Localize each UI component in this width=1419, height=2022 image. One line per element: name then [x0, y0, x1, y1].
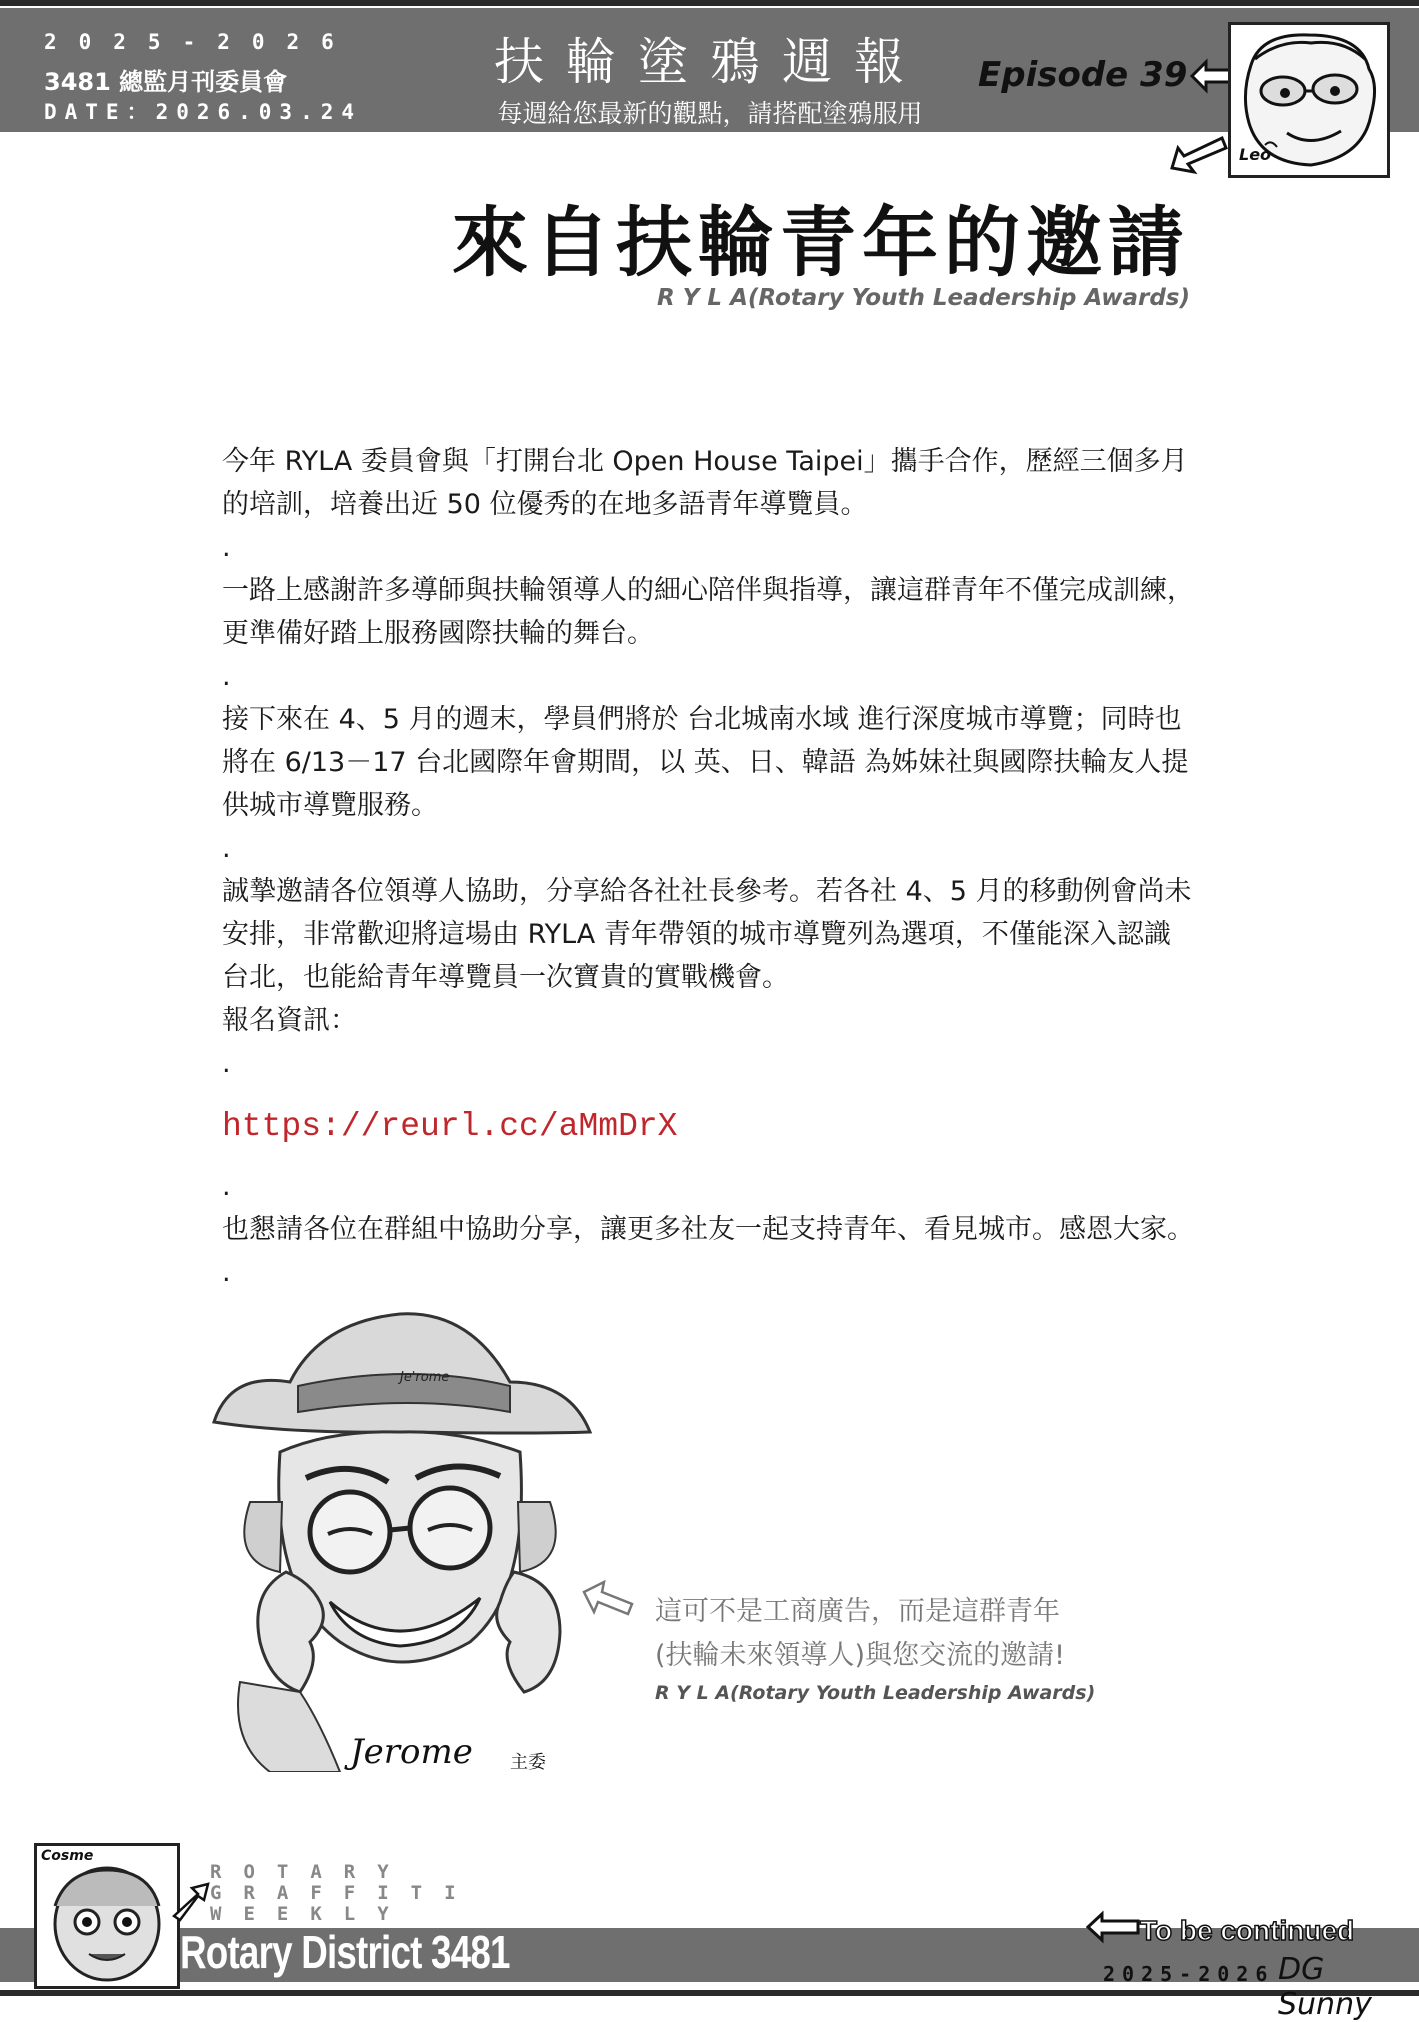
footer-years: 2025-2026: [1103, 1962, 1275, 1986]
rgw-line-2: GRAFFITI: [210, 1882, 478, 1904]
caption-subtitle: R Y L A(Rotary Youth Leadership Awards): [655, 1682, 1096, 1704]
dot-separator: .: [222, 532, 231, 563]
dot-separator: .: [222, 1048, 231, 1079]
paragraph: 誠摯邀請各位領導人協助，分享給各社社長參考。若各社 4、5 月的移動例會尚未安排，非常歡迎將這場由 RYLA 青年帶領的城市導覽列為選項，不僅能深入認識台北，也能給青年導覽員一次寶貴的實戰機會。: [222, 876, 1192, 993]
portrait-signature: Leo: [1239, 145, 1272, 164]
article-title: 來自扶輪青年的邀請: [452, 198, 1190, 287]
dot-separator: .: [222, 661, 231, 692]
header-date: DATE：2026.03.24: [44, 100, 363, 124]
arrow-up-right-icon: [168, 1880, 212, 1924]
header-years: 2025-2026: [44, 30, 356, 54]
hat-text: Je'rome: [400, 1370, 450, 1385]
caricature-face-icon: [37, 1846, 177, 1986]
jerome-caricature: [210, 1262, 615, 1772]
paragraph: 今年 RYLA 委員會與「打開台北 Open House Taipei」攜手合作，歷經三個多月的培訓，培養出近 50 位優秀的在地多語青年導覽員。: [222, 446, 1188, 520]
rgw-line-3: WEEKLY: [210, 1903, 411, 1925]
dot-separator: .: [222, 1257, 231, 1288]
header-committee: 3481 總監月刊委員會: [44, 68, 288, 96]
article-subtitle: R Y L A(Rotary Youth Leadership Awards): [657, 285, 1190, 311]
caption-line-1: 這可不是工商廣告，而是這群青年: [655, 1596, 1060, 1627]
signup-link[interactable]: https://reurl.cc/aMmDrX: [222, 1108, 678, 1145]
jerome-name: Jerome: [350, 1732, 473, 1772]
dg-signature: DG Sunny: [1278, 1952, 1372, 2022]
paragraph: 一路上感謝許多導師與扶輪領導人的細心陪伴與指導，讓這群青年不僅完成訓練，更準備好踏上服務國際扶輪的舞台。: [222, 575, 1194, 649]
arrow-down-left-icon: [1168, 132, 1232, 176]
rgw-line-1: ROTARY: [210, 1861, 411, 1883]
jerome-illustration-icon: [210, 1262, 615, 1772]
signup-label: 報名資訊：: [222, 1005, 357, 1036]
rotary-graffiti-weekly: [210, 1862, 478, 1925]
header-top-line: [0, 0, 1419, 6]
footer-bottom-line: [0, 1990, 1419, 1996]
arrow-left-icon: [1084, 1910, 1142, 1944]
newsletter-title: 扶輪塗鴉週報: [494, 33, 926, 91]
cosme-label: Cosme: [41, 1848, 94, 1864]
caption-line-2: (扶輪未來領導人)與您交流的邀請!: [655, 1640, 1065, 1671]
caption: [585, 1590, 1145, 1704]
closing-paragraph: 也懇請各位在群組中協助分享，讓更多社友一起支持青年、看見城市。感恩大家。: [222, 1214, 1194, 1245]
cosme-portrait: [34, 1843, 180, 1989]
dot-separator: .: [222, 833, 231, 864]
jerome-role: 主委: [510, 1752, 546, 1773]
episode-label: Episode 39: [978, 55, 1188, 95]
newsletter-subtitle: 每週給您最新的觀點，請搭配塗鴉服用: [497, 99, 923, 128]
article-body: [222, 440, 1197, 1294]
district-label: Rotary District 3481: [180, 1926, 510, 1978]
to-be-continued: To be continued: [1140, 1915, 1355, 1946]
paragraph: 接下來在 4、5 月的週末，學員們將於 台北城南水域 進行深度城市導覽；同時也將在 6/13－17 台北國際年會期間，以 英、日、韓語 為姊妹社與國際扶輪友人提供城市導覽服務。: [222, 704, 1189, 821]
dot-separator: .: [222, 1171, 231, 1202]
leo-portrait: [1228, 22, 1390, 178]
